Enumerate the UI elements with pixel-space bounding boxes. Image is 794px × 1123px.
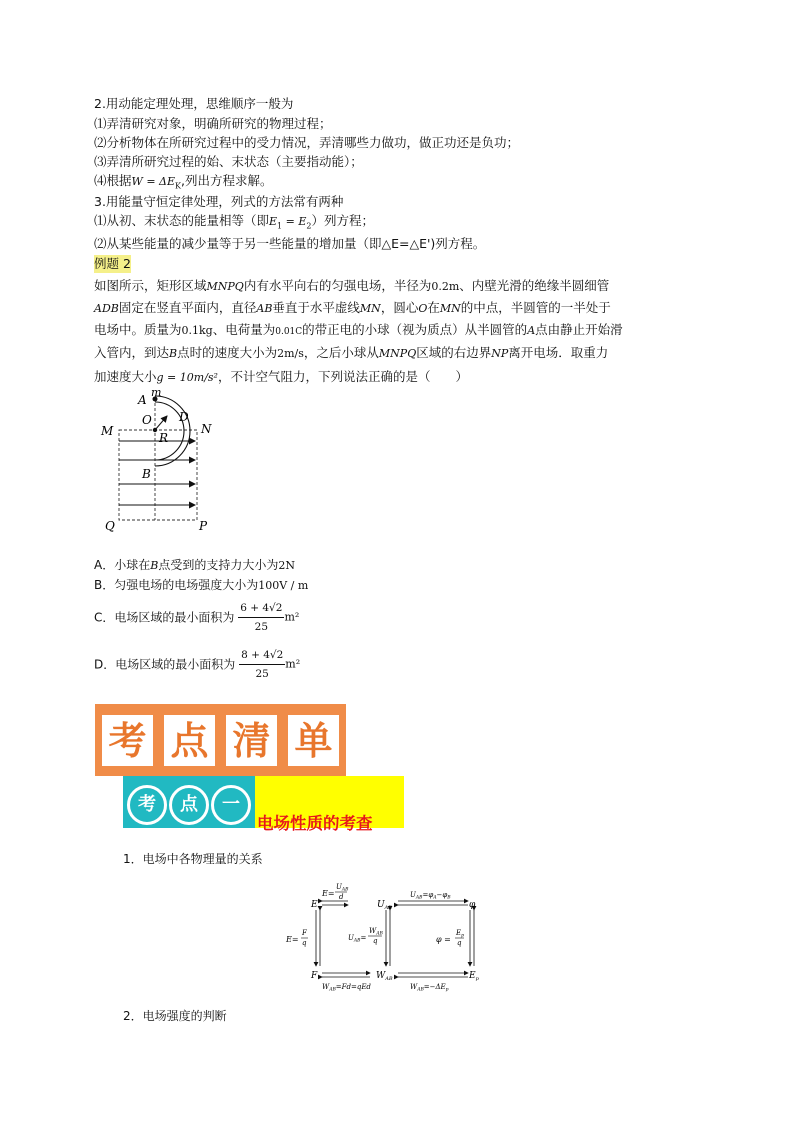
node-phi: φ (469, 900, 476, 910)
text-line-6: 3.用能量守恒定律处理，列式的方法常有两种 (94, 194, 344, 209)
text-line-8: ⑵从某些能量的减少量等于另一些能量的增加量（即△E=△E')列方程。 (94, 236, 486, 251)
banner-char: 清 (225, 714, 278, 767)
banner-char: 单 (287, 714, 340, 767)
text-line-7: ⑴从初、末状态的能量相等（即$E_1 = E_2$）列方程； (94, 213, 374, 231)
physics-figure (95, 388, 225, 536)
formula-bottom-left: $W_{AB}=Fd=qEd$ (322, 983, 371, 993)
field-region (119, 430, 197, 520)
svg-text:Ep: $E_p$ (456, 929, 465, 939)
circle-char: 考 (127, 785, 167, 825)
fraction-C: $\frac{6 + 4√2}{25}$ (240, 602, 283, 633)
fraction-D: $\frac{8 + 4√2}{25}$ (241, 649, 284, 680)
svg-text:d: d (339, 893, 344, 901)
banner-char: 考 (101, 714, 154, 767)
section-heading-2: 2．电场强度的判断 (123, 1009, 227, 1023)
section-banner (95, 704, 346, 776)
option-D[interactable]: D．电场区域的最小面积为 $\frac{8 + 4√2}{25}$ m² (94, 649, 301, 680)
text-line-2: ⑴弄清研究对象，明确所研究的物理过程； (94, 116, 332, 131)
node-F: F (311, 971, 318, 981)
problem-line-1: 如图所示，矩形区域MNPQ内有水平向右的匀强电场，半径为0.2m、内壁光滑的绝缘半圆细管 (94, 278, 610, 293)
topic-banner (255, 776, 404, 833)
svg-text:UAB: $U_{AB}$ (336, 883, 349, 893)
relation-diagram (282, 878, 492, 994)
svg-text:q: q (302, 939, 307, 947)
center-point (153, 428, 157, 432)
svg-text:F: F (302, 929, 307, 937)
text-line-5: ⑷根据$W = \Delta E_K$,列出方程求解。 (94, 173, 273, 191)
text-line-1: 2.用动能定理处理，思维顺序一般为 (94, 96, 294, 111)
label-B: B (142, 467, 151, 481)
option-A[interactable]: A．小球在B点受到的支持力大小为2N (94, 558, 295, 572)
option-B[interactable]: B．匀强电场的电场强度大小为100V / m (94, 578, 309, 592)
label-M: M (101, 424, 114, 438)
formula-bottom-right: $W_{AB}=-\Delta E_p$ (410, 983, 449, 993)
problem-line-3: 电场中。质量为0.1kg、电荷量为0.01C的带正电的小球（视为质点）从半圆管的A点由静止开始滑 (94, 322, 623, 337)
banner-char: 点 (163, 714, 216, 767)
problem-line-2: ADB固定在竖直平面内，直径AB垂直于水平虚线MN，圆心O在MN的中点，半圆管的一半处于 (94, 300, 611, 315)
label-R: R (159, 431, 169, 445)
radius-arrow (155, 416, 167, 430)
example-label: 例题 2 (94, 256, 131, 271)
node-WAB: $W_{AB}$ (376, 971, 393, 982)
svg-text:q: q (457, 939, 462, 947)
label-A: A (138, 393, 147, 407)
circle-char: 一 (211, 785, 251, 825)
svg-text:q: q (373, 937, 378, 945)
label-O: O (142, 413, 152, 427)
label-P: P (199, 519, 208, 533)
problem-line-5: 加速度大小g = 10m/s²，不计空气阻力，下列说法正确的是（ ） (94, 369, 468, 384)
text-line-3: ⑵分析物体在所研究过程中的受力情况，弄清哪些力做功，做正功还是负功； (94, 135, 520, 150)
label-D: D (179, 410, 189, 424)
node-E: E (311, 900, 318, 910)
formula-right: φ = (436, 935, 451, 944)
formula-top-left: E= (322, 889, 335, 898)
formula-mid: $U_{AB}=$ (348, 934, 367, 944)
formula-left: E= (286, 935, 299, 944)
label-Q: Q (105, 519, 115, 533)
node-Ep: $E_p$ (469, 971, 479, 982)
label-m: m (151, 388, 162, 399)
section-heading-1: 1．电场中各物理量的关系 (123, 852, 263, 866)
kaodian-banner (123, 776, 255, 828)
topic-title: 电场性质的考查 (257, 814, 373, 833)
circle-char: 点 (169, 785, 209, 825)
text-line-4: ⑶弄清所研究过程的始、末状态（主要指动能）； (94, 154, 363, 169)
option-C[interactable]: C．电场区域的最小面积为 $\frac{6 + 4√2}{25}$ m² (94, 602, 300, 633)
node-UAB: $U_{AB}$ (377, 900, 392, 911)
svg-text:WAB: $W_{AB}$ (369, 927, 383, 937)
formula-top-right: $U_{AB}=\varphi_A-\varphi_B$ (410, 891, 451, 901)
problem-line-4: 入管内，到达B点时的速度大小为2m/s，之后小球从MNPQ区域的右边界NP离开电场．取重力 (94, 345, 609, 360)
label-N: N (201, 422, 212, 436)
